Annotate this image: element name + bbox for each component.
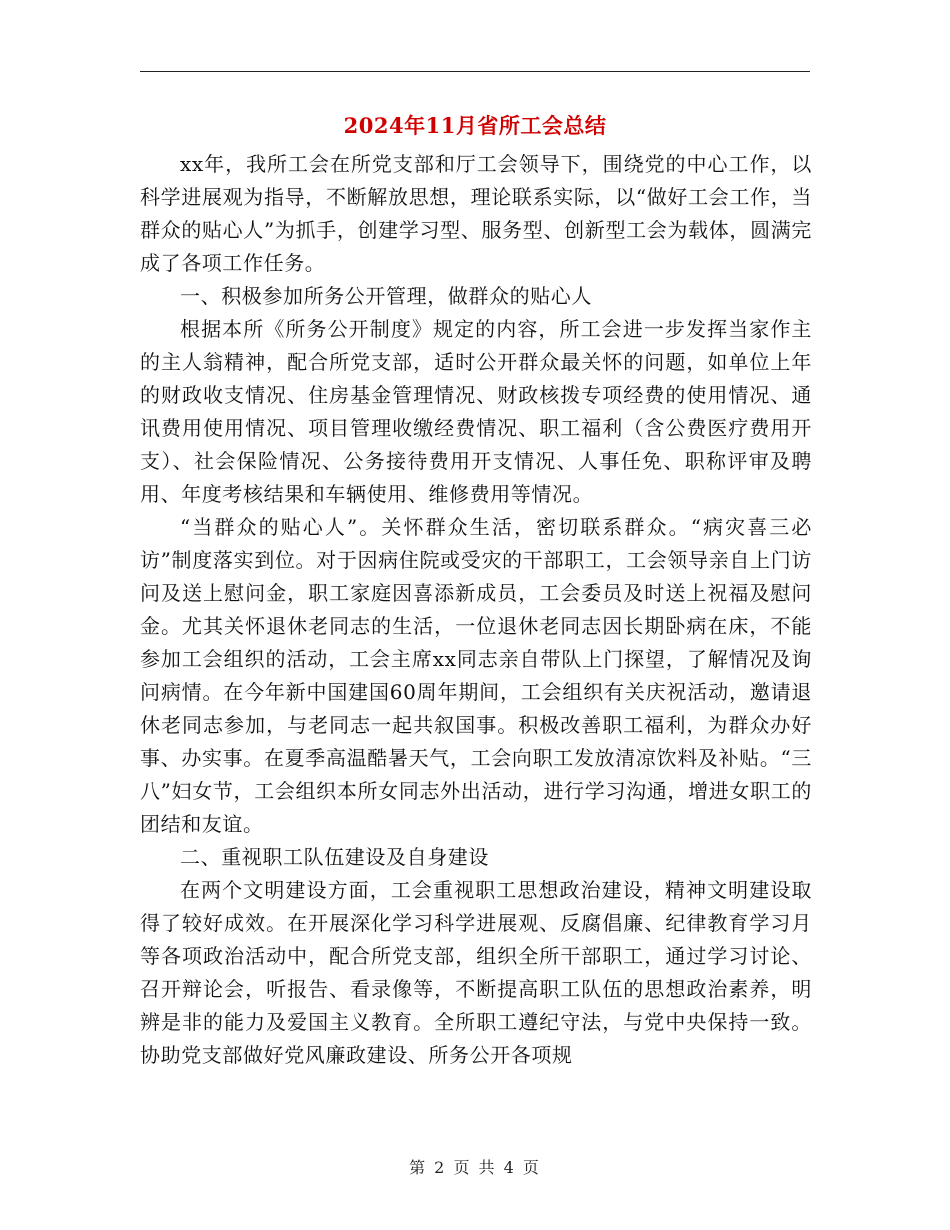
paragraph-construction: 在两个文明建设方面，工会重视职工思想政治建设，精神文明建设取得了较好成效。在开展深化学习科学进展观、反腐倡廉、纪律教育学习月等各项政治活动中，配合所党支部，组织全所干部职工，通过学习讨论、召开辩论会，听报告、看录像等，不断提高职工队伍的思想政治素养，明辨是非的能力及爱国主义教育。全所职工遵纪守法，与党中央保持一致。协助党支部做好党风廉政建设、所务公开各项规 (140, 878, 812, 1067)
section-heading-2: 二、重视职工队伍建设及自身建设 (180, 845, 489, 869)
document-body (140, 148, 812, 1072)
paragraph-intro: xx年，我所工会在所党支部和厅工会领导下，围绕党的中心工作，以科学进展观为指导，不断解放思想，理论联系实际，以“做好工会工作，当群众的贴心人”为抓手，创建学习型、服务型、创新型工会为载体，圆满完成了各项工作任务。 (140, 152, 812, 275)
paragraph-care: “当群众的贴心人”。关怀群众生活，密切联系群众。“病灾喜三必访”制度落实到位。对于因病住院或受灾的干部职工，工会领导亲自上门访问及送上慰问金，职工家庭因喜添新成员，工会委员及时送上祝福及慰问金。尤其关怀退休老同志的生活，一位退休老同志因长期卧病在床，不能参加工会组织的活动，工会主席xx同志亲自带队上门探望，了解情况及询问病情。在今年新中国建国60周年期间，工会组织有关庆祝活动，邀请退休老同志参加，与老同志一起共叙国事。积极改善职工福利，为群众办好事、办实事。在夏季高温酷暑天气，工会向职工发放清凉饮料及补贴。“三八”妇女节，工会组织本所女同志外出活动，进行学习沟通，增进女职工的团结和友谊。 (140, 515, 812, 836)
section-heading-1: 一、积极参加所务公开管理，做群众的贴心人 (180, 284, 592, 308)
page-number-footer: 第 2 页 共 4 页 (409, 1158, 541, 1177)
paragraph-disclosure: 根据本所《所务公开制度》规定的内容，所工会进一步发挥当家作主的主人翁精神，配合所党支部，适时公开群众最关怀的问题，如单位上年的财政收支情况、住房基金管理情况、财政核拨专项经费的使用情况、通讯费用使用情况、项目管理收缴经费情况、职工福利（含公费医疗费用开支）、社会保险情况、公务接待费用开支情况、人事任免、职称评审及聘用、年度考核结果和车辆使用、维修费用等情况。 (140, 317, 812, 506)
document-title: 2024年11月省所工会总结 (343, 113, 607, 138)
header-rule (140, 71, 810, 72)
